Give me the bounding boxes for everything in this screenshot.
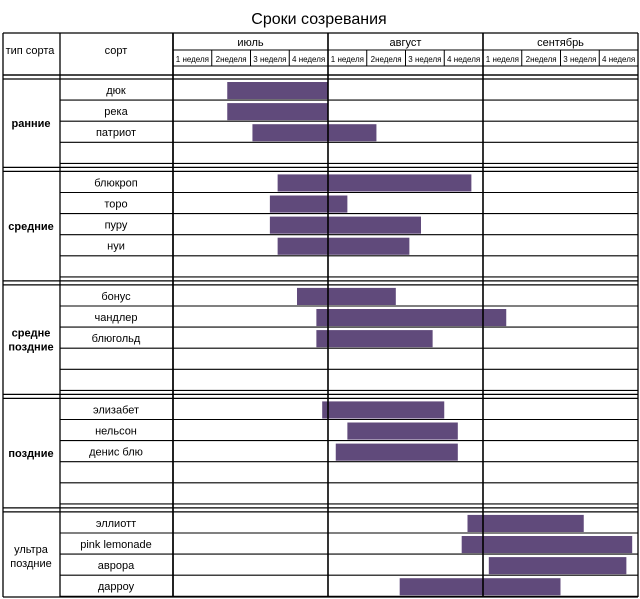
ripening-bar <box>297 288 396 305</box>
ripening-bar <box>278 174 472 191</box>
group-label <box>10 544 52 570</box>
variety-label: бонус <box>101 290 131 303</box>
month-label: сентябрь <box>537 37 584 49</box>
ripening-bar <box>322 401 444 418</box>
ripening-bar <box>270 217 421 234</box>
ripening-bar <box>462 536 633 553</box>
week-label: 3 неделя <box>253 55 287 64</box>
group-label: средние <box>8 221 54 234</box>
ripening-bar <box>400 578 561 595</box>
week-label: 1 неделя <box>175 55 209 64</box>
chart-title: Сроки созревания <box>251 11 387 28</box>
week-label: 2неделя <box>215 55 247 64</box>
ripening-bar <box>347 423 457 440</box>
month-label: июль <box>237 37 264 49</box>
variety-header: сорт <box>104 45 128 57</box>
ripening-bar <box>316 309 506 326</box>
variety-label: pink lemonade <box>80 539 152 551</box>
ripening-bar <box>227 103 328 120</box>
variety-label: денис блю <box>89 446 143 459</box>
variety-label: элизабет <box>92 404 140 417</box>
variety-label: пуру <box>104 219 128 232</box>
week-label: 4 неделя <box>292 55 326 64</box>
ripening-bar <box>489 557 627 574</box>
group-label <box>8 328 53 354</box>
ripening-bar <box>252 124 376 141</box>
variety-label: дюк <box>106 85 126 97</box>
week-label: 1 неделя <box>485 55 519 64</box>
group-label: поздние <box>8 448 54 461</box>
week-label: 3 неделя <box>408 55 442 64</box>
week-label: 4 неделя <box>602 55 636 64</box>
variety-label: аврора <box>97 560 135 573</box>
week-label: 1 неделя <box>330 55 364 64</box>
group-label-line: поздние <box>10 558 52 571</box>
variety-label: блюгольд <box>91 333 141 346</box>
group-label-line: средне <box>11 327 51 340</box>
variety-label: нуи <box>107 240 125 253</box>
ripening-bar <box>468 515 584 532</box>
variety-label: торо <box>104 198 128 211</box>
variety-label: дарроу <box>97 581 135 594</box>
week-label: 4 неделя <box>447 55 481 64</box>
group-header: тип сорта <box>5 45 55 57</box>
variety-label: чандлер <box>94 312 138 324</box>
group-label-line: поздние <box>8 341 54 354</box>
variety-label: блюкроп <box>94 177 138 190</box>
group-label-line: ультра <box>14 544 48 557</box>
week-label: 2неделя <box>525 55 557 64</box>
ripening-bar <box>270 196 348 213</box>
week-label: 3 неделя <box>563 55 597 64</box>
variety-label: патриот <box>95 127 137 140</box>
variety-label: эллиотт <box>95 517 137 530</box>
ripening-bar <box>278 238 410 255</box>
variety-label: река <box>104 106 128 119</box>
ripening-bar <box>227 82 328 99</box>
variety-label: нельсон <box>95 425 137 438</box>
group-label: ранние <box>11 118 51 131</box>
ripening-bar <box>336 444 458 461</box>
ripening-bar <box>316 330 432 347</box>
month-label: август <box>389 37 422 49</box>
week-label: 2неделя <box>370 55 402 64</box>
